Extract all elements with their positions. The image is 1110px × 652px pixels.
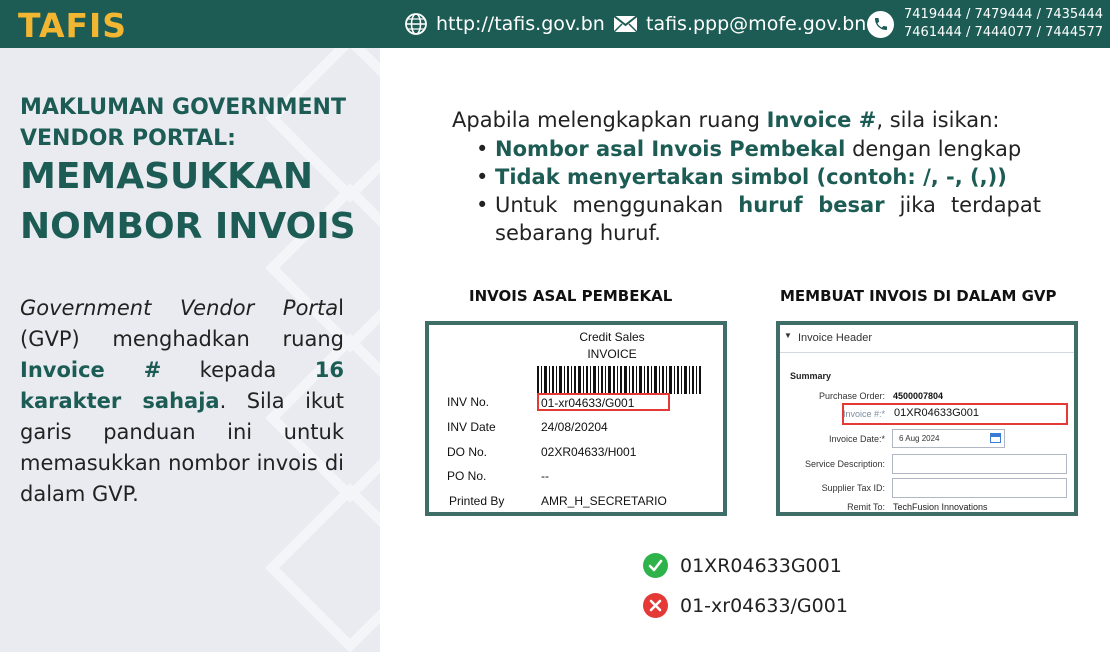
wrong-example-text: 01-xr04633/G001 [680, 594, 848, 617]
inv-row-label: INV No. [447, 395, 490, 409]
para-bold-limit: 16 karakter sahaja [20, 358, 344, 413]
bullet-item [476, 191, 1041, 247]
gvp-summary-label: Summary [790, 371, 832, 381]
para-text: . Sila ikut garis panduan ini untuk memasukkan nombor invois di dalam GVP. [20, 389, 344, 506]
calendar-icon[interactable] [990, 433, 1001, 443]
bullet-bold: Tidak menyertakan simbol (contoh: /, -, (,)) [495, 165, 1007, 189]
inv-row-value: 02XR04633/H001 [541, 445, 637, 459]
phone-numbers-line1: 7419444 / 7479444 / 7435444 [904, 7, 1103, 22]
gvp-section-header[interactable] [780, 325, 1074, 353]
para-text: l (GVP) menghadkan ruang [20, 296, 344, 351]
invoice-title-2: INVOICE [587, 347, 637, 361]
website-link[interactable] [404, 0, 605, 48]
header-bar [0, 0, 1110, 48]
gvp-field-label: Invoice #:* [842, 409, 885, 419]
gvp-field-label: Supplier Tax ID: [821, 483, 885, 493]
supplier-tax-id-input[interactable] [892, 478, 1067, 498]
bullet-dot: • [476, 193, 489, 217]
para-italic: Government Vendor Porta [20, 296, 339, 320]
intro-bold: Invoice # [766, 108, 877, 132]
wrong-example [643, 593, 848, 618]
bullet-bold: huruf besar [738, 193, 885, 217]
barcode [537, 366, 701, 394]
email-text: tafis.ppp@mofe.gov.bn [646, 13, 867, 35]
gvp-remit-value: TechFusion Innovations [893, 502, 988, 512]
envelope-icon [613, 15, 638, 33]
collapse-triangle-icon: ▼ [784, 331, 792, 340]
inv-row-value: -- [541, 469, 549, 483]
para-text: kepada [161, 358, 315, 382]
gvp-invoice-input[interactable]: 01XR04633G001 [894, 407, 980, 419]
check-icon [643, 553, 668, 578]
gvp-field-label: Remit To: [847, 502, 885, 512]
inv-row-value: 24/08/20204 [541, 420, 608, 434]
gvp-section-title: Invoice Header [798, 332, 872, 344]
inv-row-value: AMR_H_SECRETARIO [541, 494, 667, 508]
invoice-date-input[interactable] [892, 429, 1005, 448]
globe-icon [404, 12, 428, 36]
service-description-input[interactable] [892, 454, 1067, 474]
bullet-dot: • [476, 165, 489, 189]
instructions-intro [452, 106, 1042, 134]
gvp-po-value: 4500007804 [893, 391, 944, 401]
phone-icon [867, 11, 894, 38]
correct-example [643, 553, 842, 578]
bullet-item [476, 163, 1041, 191]
sidebar-paragraph [20, 293, 344, 510]
website-text: http://tafis.gov.bn [436, 13, 605, 35]
gvp-field-label: Service Description: [804, 459, 885, 469]
invoice-caption: INVOIS ASAL PEMBEKAL [469, 287, 673, 305]
inv-row-label: DO No. [447, 445, 488, 459]
phone-numbers-line2: 7461444 / 7444077 / 7444577 [904, 25, 1103, 40]
gvp-panel [776, 321, 1078, 516]
bullet-text: Untuk menggunakan [495, 193, 739, 217]
invoice-title-1: Credit Sales [579, 330, 645, 344]
para-bold-invoice: Invoice # [20, 358, 162, 382]
gvp-caption: MEMBUAT INVOIS DI DALAM GVP [780, 287, 1057, 305]
intro-text: , sila isikan: [876, 108, 1000, 132]
inv-row-label: INV Date [447, 420, 496, 434]
gvp-field-label: Purchase Order: [818, 391, 885, 401]
sidebar-subtitle: MAKLUMAN GOVERNMENT VENDOR PORTAL: [20, 95, 346, 151]
sidebar-title: MEMASUKKAN NOMBOR INVOIS [20, 156, 356, 247]
bullet-dot: • [476, 137, 489, 161]
correct-example-text: 01XR04633G001 [680, 554, 842, 577]
phone-contact [867, 0, 1103, 48]
sidebar [0, 48, 380, 652]
bullet-bold: Nombor asal Invois Pembekal [495, 137, 846, 161]
bullet-text: dengan lengkap [845, 137, 1022, 161]
inv-row-value: 01-xr04633/G001 [541, 396, 635, 410]
bullet-text: jika terdapat sebarang huruf. [495, 193, 1041, 245]
email-link[interactable] [613, 0, 866, 48]
bullet-item [476, 135, 1041, 163]
intro-text: Apabila melengkapkan ruang [452, 108, 767, 132]
inv-row-label: PO No. [447, 469, 487, 483]
inv-row-label: Printed By [449, 494, 505, 508]
tafis-logo: TAFIS [18, 6, 128, 45]
cross-icon [643, 593, 668, 618]
gvp-field-label: Invoice Date:* [828, 434, 885, 444]
invoice-date-value: 6 Aug 2024 [899, 434, 940, 443]
invoice-panel [425, 321, 727, 516]
